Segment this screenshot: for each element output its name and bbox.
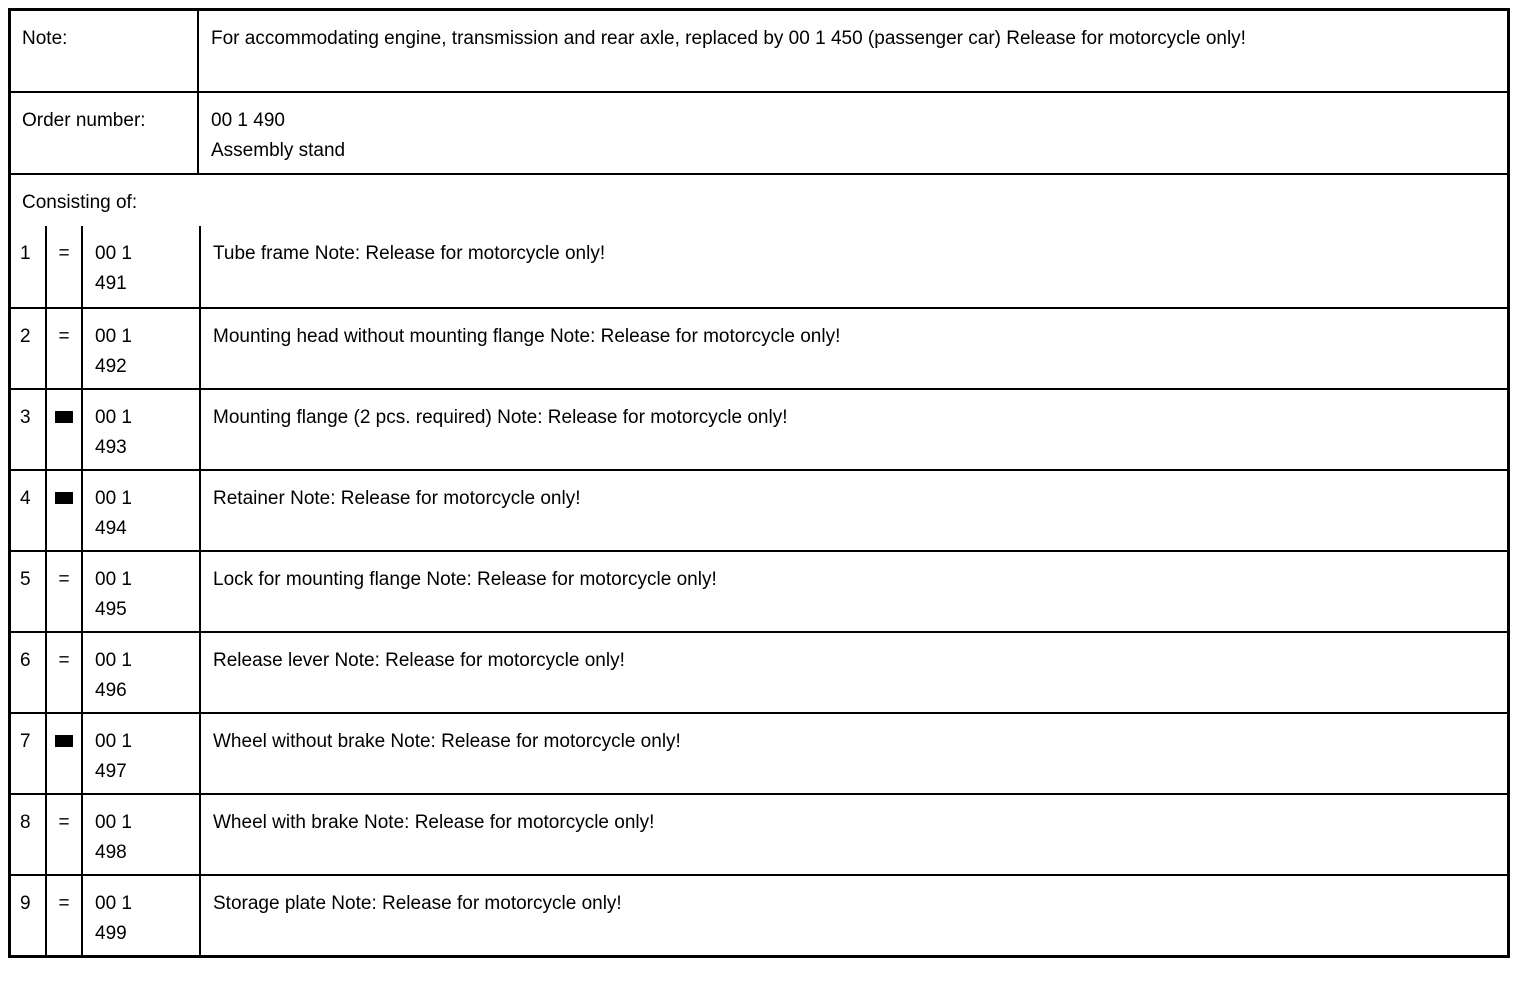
parts-table xyxy=(8,8,1510,958)
equals-sign: = xyxy=(45,876,81,955)
merged-equals-glyph xyxy=(55,735,73,747)
table-row xyxy=(11,631,1507,712)
order-number: 00 1 490 xyxy=(211,110,285,131)
part-number xyxy=(81,226,199,307)
part-number-line: 499 xyxy=(95,923,127,944)
part-number-line: 496 xyxy=(95,680,127,701)
equals-sign: = xyxy=(45,552,81,631)
part-number-line: 00 1 xyxy=(95,731,132,752)
part-number-line: 498 xyxy=(95,842,127,863)
part-number xyxy=(81,552,199,631)
table-row xyxy=(11,712,1507,793)
item-description: Wheel without brake Note: Release for motorcycle only! xyxy=(199,714,1507,793)
table-row xyxy=(11,307,1507,388)
part-number-line: 00 1 xyxy=(95,243,132,264)
part-number-line: 00 1 xyxy=(95,893,132,914)
part-number xyxy=(81,795,199,874)
item-description: Retainer Note: Release for motorcycle only! xyxy=(199,471,1507,550)
consisting-of-row xyxy=(11,173,1507,226)
table-row xyxy=(11,874,1507,955)
item-description: Release lever Note: Release for motorcycle only! xyxy=(199,633,1507,712)
items-section xyxy=(11,226,1507,955)
part-number-line: 00 1 xyxy=(95,812,132,833)
order-number-value xyxy=(197,93,1507,173)
part-number-line: 497 xyxy=(95,761,127,782)
part-number xyxy=(81,390,199,469)
part-number-line: 495 xyxy=(95,599,127,620)
note-text: For accommodating engine, transmission and rear axle, replaced by 00 1 450 (passenger car) Release for motorcycle only! xyxy=(197,11,1507,91)
equals-sign: = xyxy=(45,309,81,388)
equals-sign: = xyxy=(45,633,81,712)
item-number: 3 xyxy=(20,407,31,428)
merged-equals-glyph xyxy=(55,492,73,504)
equals-sign xyxy=(45,471,81,550)
equals-sign: = xyxy=(45,226,81,307)
table-row xyxy=(11,388,1507,469)
table-row xyxy=(11,550,1507,631)
part-number xyxy=(81,714,199,793)
item-description: Mounting head without mounting flange Note: Release for motorcycle only! xyxy=(199,309,1507,388)
part-number-line: 00 1 xyxy=(95,488,132,509)
part-number xyxy=(81,471,199,550)
item-description: Storage plate Note: Release for motorcycle only! xyxy=(199,876,1507,955)
part-number xyxy=(81,876,199,955)
item-number: 2 xyxy=(20,326,31,347)
part-number-line: 00 1 xyxy=(95,569,132,590)
item-description: Tube frame Note: Release for motorcycle only! xyxy=(199,226,1507,307)
part-number-line: 00 1 xyxy=(95,650,132,671)
item-description: Mounting flange (2 pcs. required) Note: Release for motorcycle only! xyxy=(199,390,1507,469)
item-number: 4 xyxy=(20,488,31,509)
table-row xyxy=(11,226,1507,307)
note-row xyxy=(11,11,1507,91)
equals-sign xyxy=(45,390,81,469)
part-number xyxy=(81,309,199,388)
part-number-line: 00 1 xyxy=(95,326,132,347)
item-description: Wheel with brake Note: Release for motorcycle only! xyxy=(199,795,1507,874)
item-description: Lock for mounting flange Note: Release for motorcycle only! xyxy=(199,552,1507,631)
part-number-line: 493 xyxy=(95,437,127,458)
equals-sign: = xyxy=(45,795,81,874)
part-number-line: 491 xyxy=(95,273,127,294)
order-number-row xyxy=(11,91,1507,173)
item-number: 8 xyxy=(20,812,31,833)
item-number: 6 xyxy=(20,650,31,671)
part-number xyxy=(81,633,199,712)
consisting-of-label: Consisting of: xyxy=(22,192,138,213)
merged-equals-glyph xyxy=(55,411,73,423)
part-number-line: 00 1 xyxy=(95,407,132,428)
order-name: Assembly stand xyxy=(211,140,346,161)
equals-sign xyxy=(45,714,81,793)
order-number-label: Order number: xyxy=(22,110,146,131)
note-label: Note: xyxy=(22,28,68,49)
part-number-line: 494 xyxy=(95,518,127,539)
table-row xyxy=(11,469,1507,550)
item-number: 1 xyxy=(20,243,31,264)
item-number: 7 xyxy=(20,731,31,752)
table-row xyxy=(11,793,1507,874)
item-number: 9 xyxy=(20,893,31,914)
part-number-line: 492 xyxy=(95,356,127,377)
item-number: 5 xyxy=(20,569,31,590)
